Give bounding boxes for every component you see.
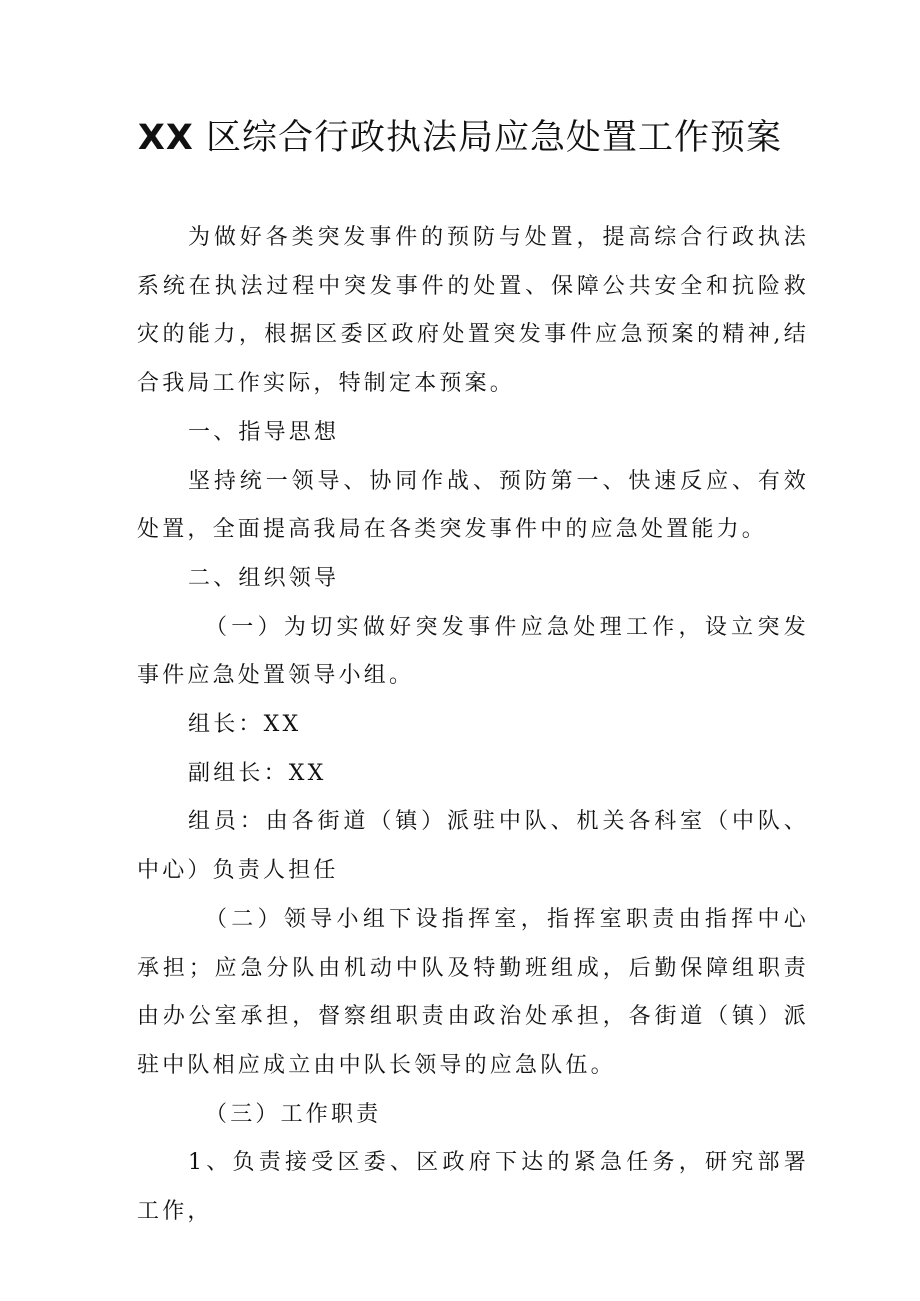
document-body <box>137 214 809 1237</box>
deputy-leader-line: 副组长：XX <box>188 760 327 786</box>
title-main: 区综合行政执法局应急处置工作预案 <box>206 118 783 158</box>
duty-item-1: 1、负责接受区委、区政府下达的紧急任务，研究部署工作， <box>137 1150 809 1225</box>
organization-item-1: （一）为切实做好突发事件应急处理工作，设立突发事件应急处置领导小组。 <box>137 614 809 689</box>
section-heading-guiding-ideology: 一、指导思想 <box>188 419 340 445</box>
section-heading-organization: 二、组织领导 <box>188 565 340 591</box>
document-title <box>0 112 920 164</box>
team-leader-line: 组长：XX <box>188 712 302 738</box>
intro-paragraph: 为做好各类突发事件的预防与处置，提高综合行政执法系统在执法过程中突发事件的处置、保障公共安全和抗险救灾的能力，根据区委区政府处置突发事件应急预案的精神,结合我局工作实际，特制定本预案。 <box>137 225 809 397</box>
title-prefix: XX <box>137 118 194 158</box>
members-line: 组员：由各街道（镇）派驻中队、机关各科室（中队、中心）负责人担任 <box>137 809 809 884</box>
organization-item-2: （二）领导小组下设指挥室，指挥室职责由指挥中心承担；应急分队由机动中队及特勤班组成，后勤保障组职责由办公室承担，督察组职责由政治处承担，各街道（镇）派驻中队相应成立由中队长领导的应急队伍。 <box>137 906 809 1078</box>
subsection-heading-duties: （三）工作职责 <box>205 1101 382 1127</box>
guiding-ideology-paragraph: 坚持统一领导、协同作战、预防第一、快速反应、有效处置，全面提高我局在各类突发事件中的应急处置能力。 <box>137 468 809 543</box>
